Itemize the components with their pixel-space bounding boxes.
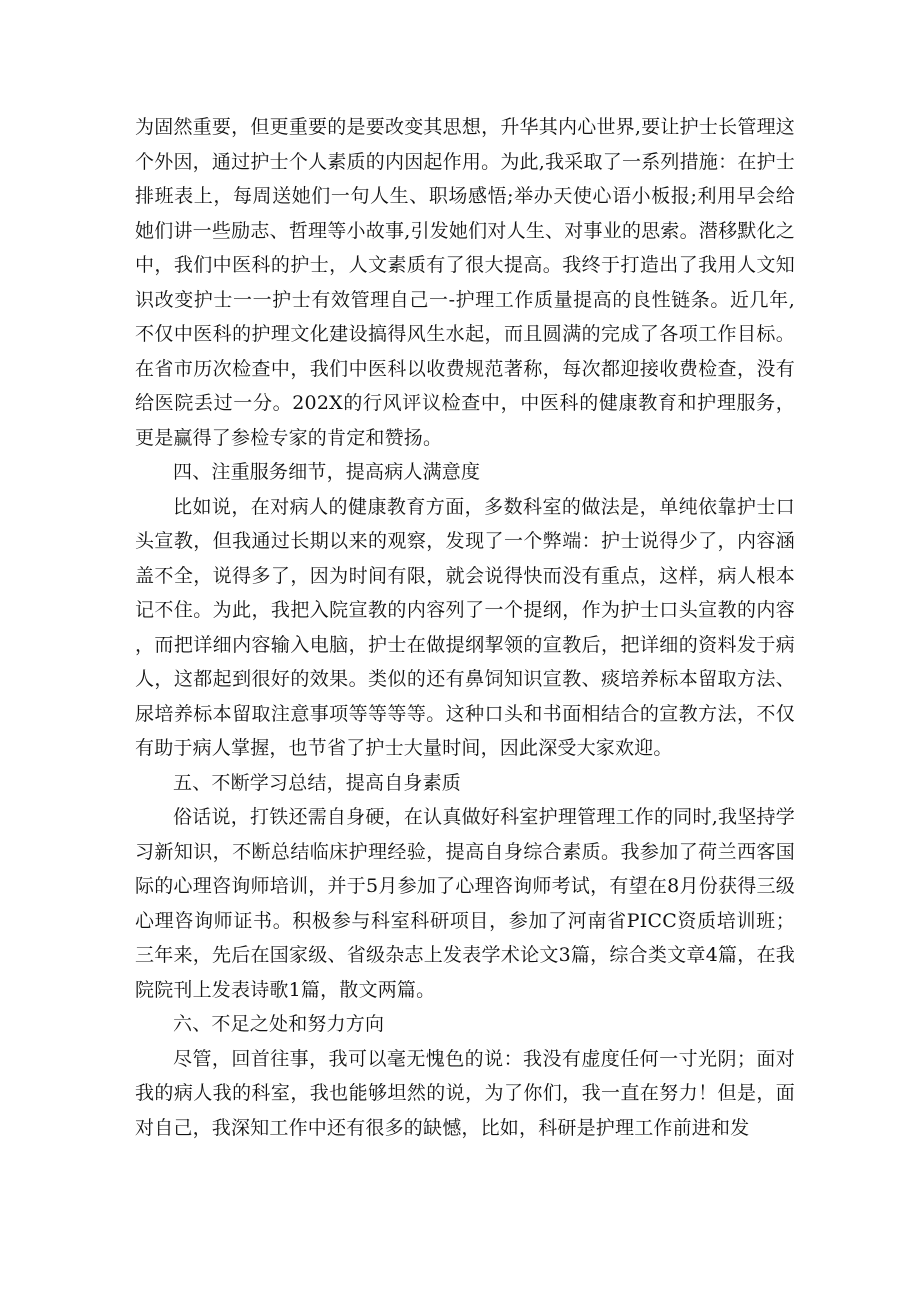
section-heading-6: 六、不足之处和努力方向: [173, 1013, 385, 1035]
body-paragraph-continued: 为固然重要，但更重要的是要改变其思想，升华其内心世界,要让护士长管理这个外因，通过护士个人素质的内因起作用。为此,我采取了一系列措施：在护士排班表上，每周送她们一句人生、职场感悟;举办天使心语小板报;利用早会给她们讲一些励志、哲理等小故事,引发她们对人生、对事业的思索。潜移默化之中，我们中医科的护士，人文素质有了很大提高。我终于打造出了我用人文知识改变护士一一护士有效管理自己一-护理工作质量提高的良性链条。近几年,不仅中医科的护理文化建设搞得风生水起，而且圆满的完成了各项工作目标。在省市历次检查中，我们中医科以收费规范著称，每次都迎接收费检查，没有给医院丢过一分。202X的行风评议检查中，中医科的健康教育和护理服务，更是赢得了参检专家的肯定和赞扬。: [135, 116, 795, 449]
document-body: [135, 110, 795, 1145]
body-paragraph-self-learning: 俗话说，打铁还需自身硬，在认真做好科室护理管理工作的同时,我坚持学习新知识，不断总结临床护理经验，提高自身综合素质。我参加了荷兰西客国际的心理咨询师培训，并于5月参加了心理咨询师考试，有望在8月份获得三级心理咨询师证书。积极参与科室科研项目，参加了河南省PICC资质培训班；三年来，先后在国家级、省级杂志上发表学术论文3篇，综合类文章4篇，在我院院刊上发表诗歌1篇，散文两篇。: [135, 806, 795, 1001]
body-paragraph-health-education: 比如说，在对病人的健康教育方面，多数科室的做法是，单纯依靠护士口头宣教，但我通过长期以来的观察，发现了一个弊端：护士说得少了，内容涵盖不全，说得多了，因为时间有限，就会说得快而没有重点，这样，病人根本记不住。为此，我把入院宣教的内容列了一个提纲，作为护士口头宣教的内容，而把详细内容输入电脑，护士在做提纲挈领的宣教后，把详细的资料发于病人，这都起到很好的效果。类似的还有鼻饲知识宣教、痰培养标本留取方法、尿培养标本留取注意事项等等等等。这种口头和书面相结合的宣教方法，不仅有助于病人掌握，也节省了护士大量时间，因此深受大家欢迎。: [135, 495, 795, 759]
body-paragraph-shortcomings: 尽管，回首往事，我可以毫无愧色的说：我没有虚度任何一寸光阴；面对我的病人我的科室，我也能够坦然的说，为了你们，我一直在努力！但是，面对自己，我深知工作中还有很多的缺憾，比如，科研是护理工作前进和发: [135, 1047, 795, 1139]
section-heading-5: 五、不断学习总结，提高自身素质: [173, 771, 462, 794]
section-heading-4: 四、注重服务细节，提高病人满意度: [173, 461, 481, 483]
